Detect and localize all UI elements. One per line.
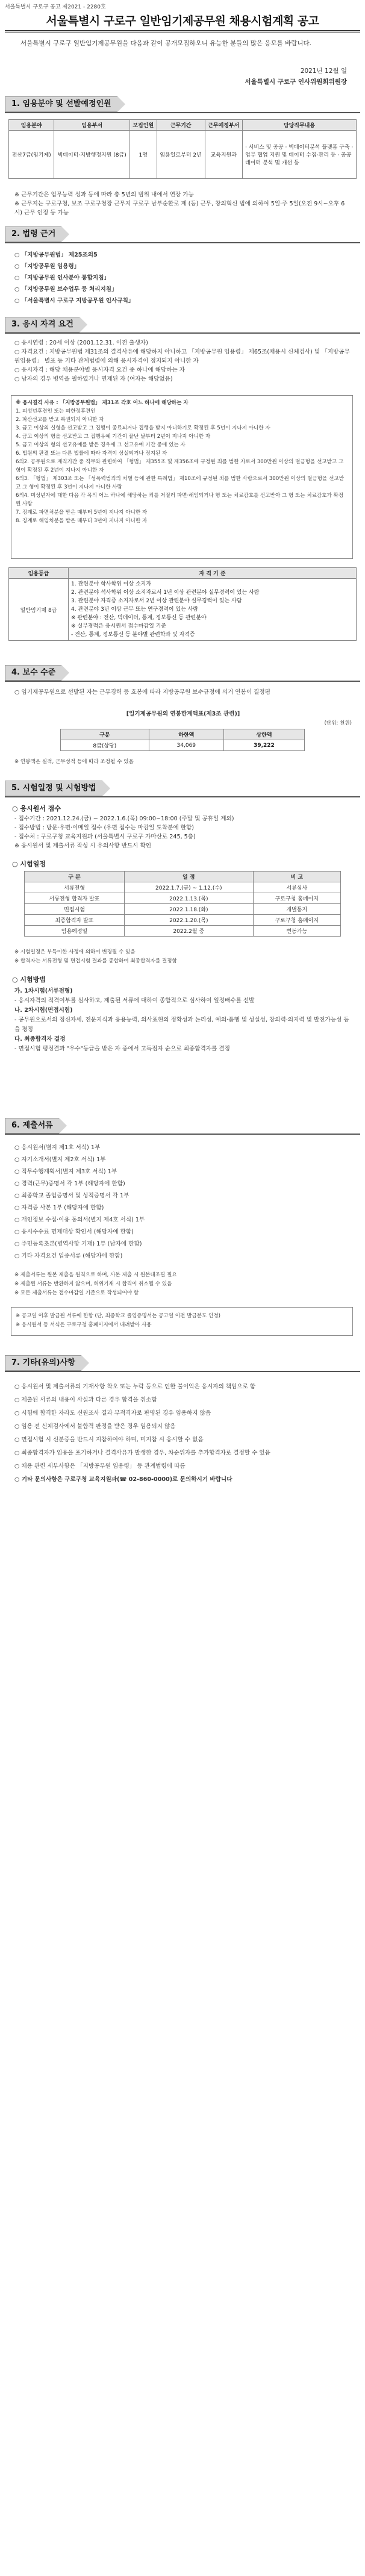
th-dept: 임용부서 — [54, 120, 130, 131]
cell-grade: 일반임기제 8급 — [9, 579, 69, 641]
cell-class: 8급(상당) — [61, 740, 149, 751]
cell-duty: · 서비스 및 공공 · 빅데이터분석 플랫폼 구축 · 업무 협업 지원 및 데이터 수집·관리 등 · 공공데이터 분석 및 개선 등 — [243, 131, 357, 179]
th-grade: 임용등급 — [9, 568, 69, 579]
title-divider — [5, 30, 360, 31]
cell: 면접시험 — [25, 904, 125, 915]
eligibility-line: ○ 응시자격 : 해당 채용분야별 응시자격 요건 중 하나에 해당하는 자 — [14, 367, 186, 373]
application-lines — [14, 814, 352, 850]
table-row — [25, 904, 341, 915]
document-item: ○ 기타 자격요건 입증서류 (해당자에 한함) — [14, 1253, 123, 1259]
note-line: ※ 합격자는 서류전형 및 면접시험 결과를 종합하여 최종합격자를 결정함 — [14, 958, 177, 964]
th-step: 구 분 — [25, 872, 125, 882]
section-3-rule — [5, 332, 360, 334]
note-line: ※ 시험일정은 부득이한 사정에 의하여 변경될 수 있음 — [14, 949, 136, 955]
table-row — [25, 882, 341, 893]
cell: 구로구청 홈페이지 — [253, 915, 340, 926]
box-line: ※ 공고일 이후 발급된 서류에 한함 (단, 최종학교 졸업증명서는 공고일 이전 발급분도 인정) — [16, 1313, 220, 1319]
document-item: ○ 응시수수료 면제대상 확인서 (해당자에 한함) — [14, 1229, 134, 1235]
notice-date: 2021년 12월 일 — [300, 67, 347, 75]
method-line: 다. 최종합격자 결정 — [14, 1036, 66, 1043]
document-item: ○ 직무수행계획서(별지 제3호 서식) 1부 — [14, 1168, 117, 1175]
application-line: - 접수기간 : 2021.12.24.(금) ~ 2022.1.6.(목) 09:00~18:00 (주말 및 공휴일 제외) — [14, 816, 234, 822]
th-workplace: 근무예정부서 — [205, 120, 242, 131]
cell: 2022.1.20.(목) — [125, 915, 254, 926]
criteria-line: 1. 관련분야 학사학위 이상 소지자 — [71, 581, 152, 587]
documents-list — [14, 1142, 352, 1262]
table-row — [25, 915, 341, 926]
cell: 2022.2월 중 — [125, 926, 254, 937]
section-3-title: 3. 응시 자격 요건 — [5, 317, 80, 332]
page-title: 서울특별시 구로구 일반임기제공무원 채용시험계획 공고 — [46, 14, 319, 28]
cell: 서류심사 — [253, 882, 340, 893]
note-line: ※ 제출된 서류는 반환하지 않으며, 허위기재 시 합격이 취소될 수 있음 — [14, 1281, 172, 1287]
note-line: ※ 근무지는 구로구청, 보조 구로구청장 근무지 구로구 남부순환로 제 (등) 근무, 창의혁신 법에 의하여 5일·주 5일(오전 9시~오후 6시) 근무 인정 등 가능 — [14, 201, 345, 216]
salary-table — [60, 729, 305, 751]
eligibility-line: ○ 남자의 경우 병역을 필하였거나 면제된 자 (여자는 해당없음) — [14, 376, 173, 382]
schedule-subtitle: ○ 시험일정 — [12, 860, 46, 868]
law-item: ○ 「지방공무원법」 제25조의5 — [14, 252, 98, 258]
section-4-title: 4. 보수 수준 — [5, 665, 61, 681]
law-item: ○ 「서울특별시 구로구 지방공무원 인사규칙」 — [14, 298, 134, 304]
notes-list — [14, 1380, 352, 1486]
disq-line: 1. 피성년후견인 또는 피한정후견인 — [16, 408, 96, 414]
section-1-header — [5, 96, 125, 112]
notice-item: ○ 응시원서 및 제출서류의 기재사항 착오 또는 누락 등으로 인한 불이익은 응시자의 책임으로 함 — [14, 1383, 256, 1390]
schedule-notes — [14, 948, 352, 966]
section-3-header — [5, 317, 87, 332]
salary-unit: (단위: 천원) — [324, 720, 352, 726]
section-6-title: 6. 제출서류 — [5, 1118, 59, 1134]
law-item: ○ 「지방공무원 인사분야 통합지침」 — [14, 275, 110, 281]
cell-dept: 빅데이터·지방행정지원 (8급) — [54, 131, 130, 179]
disq-line: 6. 법원의 판결 또는 다른 법률에 따라 자격이 상실되거나 정지된 자 — [16, 451, 167, 457]
section-7-title: 7. 기타(유의)사항 — [5, 1355, 81, 1371]
notice-item: ○ 채용 관련 세부사항은 「지방공무원 임용령」 등 관계법령에 따름 — [14, 1463, 186, 1470]
cell: 최종합격자 발표 — [25, 915, 125, 926]
section-5-header — [5, 781, 110, 796]
application-line: - 접수방법 : 방문·우편·이메일 접수 (우편 접수는 마감일 도착분에 한함) — [14, 825, 194, 831]
criteria-line: 3. 관련분야 자격증 소지자로서 2년 이상 관련분야 실무경력이 있는 사람 — [71, 598, 242, 604]
notice-item: ○ 최종합격자가 임용을 포기하거나 결격사유가 발생한 경우, 차순위자를 추가합격자로 결정할 수 있음 — [14, 1450, 270, 1456]
documents-box-text — [16, 1312, 347, 1330]
method-line: - 면접시험 평정결과 "우수"등급을 받은 자 중에서 고득점자 순으로 최종합격자를 결정 — [14, 1046, 230, 1052]
cell: 개별통지 — [253, 904, 340, 915]
schedule-table — [24, 871, 341, 937]
cell: 서류전형 — [25, 882, 125, 893]
method-subtitle: ○ 시험방법 — [12, 976, 46, 984]
salary-caption: [일기제공무원의 연봉한계액표(제3조 관련)] — [126, 711, 240, 717]
document-item: ○ 자격증 사본 1부 (해당자에 한함) — [14, 1205, 104, 1211]
method-lines — [14, 987, 352, 1054]
section-4-rule — [5, 681, 360, 682]
cell-workplace: 교육지원과 — [205, 131, 242, 179]
cell: 변동가능 — [253, 926, 340, 937]
issuer: 서울특별시 구로구 인사위원회위원장 — [245, 78, 347, 86]
cell-period: 임용일로부터 2년 — [157, 131, 205, 179]
disq-line: 6의2. 공무원으로 재직기간 중 직무와 관련하여 「형법」 제355조 및 제356조에 규정된 죄를 범한 자로서 300만원 이상의 벌금형을 선고받고 그 형이 확정된 후 2년이 지나지 아니한 자 — [16, 459, 344, 473]
section-7-rule — [5, 1371, 360, 1372]
document-item: ○ 응시원서(별지 제1호 서식) 1부 — [14, 1144, 101, 1151]
salary-note: ※ 연봉액은 실적, 근무성적 등에 따라 조정될 수 있음 — [14, 759, 134, 765]
document-number: 서울특별시 구로구 공고 제2021 - 2280호 — [5, 4, 106, 10]
th-period: 근무기간 — [157, 120, 205, 131]
notice-item: ○ 기타 문의사항은 구로구청 교육지원과(☎ 02-860-0000)로 문의하시기 바랍니다 — [14, 1476, 232, 1483]
cell: 임용예정일 — [25, 926, 125, 937]
table-row — [25, 926, 341, 937]
eligibility-line: ○ 자격요건 : 지방공무원법 제31조의 결격사유에 해당하지 아니하고 「지방공무원 임용령」 제65조(채용시 신체검사) 및 「지방공무원임용령」 별표 등 기타 관계법령에 의해 응시자격이 정지되지 아니한 자 — [14, 349, 350, 364]
document-item: ○ 경력(근무)증명서 각 1부 (해당자에 한함) — [14, 1180, 125, 1187]
note-line: ※ 근무기간은 업무능력 성과 등에 따라 총 5년의 범위 내에서 연장 가능 — [14, 192, 194, 198]
cell-count: 1명 — [129, 131, 157, 179]
qualification-table — [8, 567, 357, 641]
cell-field: 전산7급(임기제) — [9, 131, 54, 179]
section-2-title: 2. 법령 근거 — [5, 226, 61, 242]
section-4-header — [5, 665, 69, 681]
section-5-rule — [5, 796, 360, 797]
law-list — [14, 249, 352, 307]
cell: 2022.1.13.(목) — [125, 893, 254, 904]
cell-min: 34,069 — [149, 740, 223, 751]
section-2-rule — [5, 242, 360, 243]
disq-line: 6의3. 「형법」 제303조 또는 「성폭력범죄의 처벌 등에 관한 특례법」 제10조에 규정된 죄를 범한 사람으로서 300만원 이상의 벌금형을 선고받고 그 형이 확정된 후 3년이 지나지 아니한 사람 — [16, 476, 345, 490]
th-count: 모집인원 — [129, 120, 157, 131]
section-1-title: 1. 임용분야 및 선발예정인원 — [5, 96, 117, 112]
section-7-header — [5, 1355, 89, 1371]
disq-line: 3. 금고 이상의 실형을 선고받고 그 집행이 종료되거나 집행을 받지 아니하기로 확정된 후 5년이 지나지 아니한 자 — [16, 425, 270, 431]
table-row — [25, 893, 341, 904]
th-duty: 담당직무내용 — [243, 120, 357, 131]
notice-item: ○ 제출된 서류의 내용이 사실과 다른 경우 합격을 취소함 — [14, 1397, 157, 1403]
law-item: ○ 「지방공무원 임용령」 — [14, 263, 80, 270]
criteria-line: 2. 관련분야 석사학위 이상 소지자로서 1년 이상 관련분야 실무경력이 있는 사람 — [71, 590, 260, 596]
notice-item: ○ 시험에 합격한 자라도 신원조사 결과 부적격자로 판명된 경우 임용하지 않음 — [14, 1410, 211, 1417]
section-6-header — [5, 1118, 67, 1134]
criteria-line: - 전산, 통계, 정보통신 등 분야별 관련학과 및 자격증 — [71, 632, 195, 638]
criteria-line: ※ 실무경력은 응시원서 접수마감일 기준 — [71, 623, 167, 629]
cell: 2022.1.7.(금) ~ 1.12.(수) — [125, 882, 254, 893]
intro-text: 서울특별시 구로구 일반임기제공무원을 다음과 같이 공개모집하오니 유능한 분들의 많은 응모를 바랍니다. — [20, 40, 312, 47]
method-line: - 공무원으로서의 정신자세, 전문지식과 응용능력, 의사표현의 정확성과 논리성, 예의·품행 및 성실성, 창의력·의지력 및 발전가능성 등을 평정 — [14, 1017, 349, 1033]
recruit-table — [8, 119, 357, 179]
application-line: - 접수처 : 구로구청 교육지원과 (서울특별시 구로구 가마산로 245, 5층) — [14, 834, 196, 840]
disq-line: 7. 징계로 파면처분을 받은 때부터 5년이 지나지 아니한 자 — [16, 510, 148, 516]
application-subtitle: ○ 응시원서 접수 — [12, 805, 61, 812]
th-date: 일 정 — [125, 872, 254, 882]
notice-item: ○ 임용 전 신체검사에서 불합격 판정을 받은 경우 임용되지 않음 — [14, 1423, 176, 1430]
document-item: ○ 개인정보 수집·이용 동의서(별지 제4호 서식) 1부 — [14, 1217, 145, 1223]
method-line: - 응시자격의 적격여부를 심사하고, 제출된 서류에 대하여 종합적으로 심사하여 일정배수를 선발 — [14, 997, 255, 1004]
document-item: ○ 주민등록초본(병역사항 기재) 1부 (남자에 한함) — [14, 1241, 142, 1247]
note-line: ※ 모든 제출서류는 접수마감일 기준으로 작성되어야 함 — [14, 1290, 139, 1296]
disq-line: 6의4. 미성년자에 대한 다음 각 목의 어느 하나에 해당하는 죄를 저질러 파면·해임되거나 형 또는 치료감호를 선고받아 그 형 또는 치료감호가 확정된 사람 — [16, 493, 344, 507]
eligibility-line: ○ 응시연령 : 20세 이상 (2001.12.31. 이전 출생자) — [14, 340, 148, 346]
section-1-rule — [5, 112, 360, 113]
disq-line: 8. 징계로 해임처분을 받은 때부터 3년이 지나지 아니한 자 — [16, 518, 148, 524]
cell: 서류전형 합격자 발표 — [25, 893, 125, 904]
section-5-title: 5. 시험일정 및 시험방법 — [5, 781, 102, 796]
disq-line: 5. 금고 이상의 형의 선고유예를 받은 경우에 그 선고유예 기간 중에 있는 자 — [16, 442, 186, 448]
th-min: 하한액 — [149, 729, 223, 740]
disq-line: 2. 파산선고를 받고 복권되지 아니한 자 — [16, 417, 104, 423]
document-item: ○ 자기소개서(별지 제2호 서식) 1부 — [14, 1156, 106, 1163]
criteria-line: ※ 관련분야 : 전산, 빅데이터, 통계, 정보통신 등 관련분야 — [71, 615, 207, 621]
disq-line: 4. 금고 이상의 형을 선고받고 그 집행유예 기간이 끝난 날부터 2년이 지나지 아니한 자 — [16, 434, 211, 440]
th-criteria: 자 격 기 준 — [69, 568, 357, 579]
th-max: 상한액 — [223, 729, 304, 740]
th-class: 구분 — [61, 729, 149, 740]
disq-line: ※ 응시결격 사유 : 「지방공무원법」 제31조 각호 어느 하나에 해당하는 자 — [16, 400, 189, 406]
cell: 구로구청 홈페이지 — [253, 893, 340, 904]
method-line: 가. 1차시험(서류전형) — [14, 988, 73, 994]
eligibility-lines — [14, 338, 352, 384]
method-line: 나. 2차시험(면접시험) — [14, 1007, 73, 1014]
box-line: ※ 응시원서 등 서식은 구로구청 홈페이지에서 내려받아 사용 — [16, 1322, 152, 1328]
section-2-header — [5, 226, 69, 242]
cell: 2022.1.18.(화) — [125, 904, 254, 915]
application-line: ※ 응시원서 및 제출서류 작성 시 유의사항 반드시 확인 — [14, 843, 152, 849]
th-remark: 비 고 — [253, 872, 340, 882]
law-item: ○ 「지방공무원 보수업무 등 처리지침」 — [14, 286, 117, 293]
document-item: ○ 최종학교 졸업증명서 및 성적증명서 각 1부 — [14, 1193, 129, 1199]
cell-max: 39,222 — [223, 740, 304, 751]
cell-criteria — [69, 579, 357, 641]
documents-notes — [14, 1271, 352, 1298]
notice-item: ○ 면접시험 시 신분증을 반드시 지참하여야 하며, 미지참 시 응시할 수 없음 — [14, 1436, 204, 1443]
section-6-rule — [5, 1134, 360, 1135]
th-field: 임용분야 — [9, 120, 54, 131]
section-1-notes — [14, 190, 352, 217]
disqualification-list — [16, 399, 347, 525]
note-line: ※ 제출서류는 원본 제출을 원칙으로 하며, 사본 제출 시 원본대조필 필요 — [14, 1272, 177, 1278]
salary-text: ○ 임기제공무원으로 선발된 자는 근무경력 등 호봉에 따라 지방공무원 보수규정에 의거 연봉이 결정됨 — [14, 689, 270, 696]
criteria-line: 4. 관련분야 3년 이상 근무 또는 연구경력이 있는 사람 — [71, 607, 199, 613]
